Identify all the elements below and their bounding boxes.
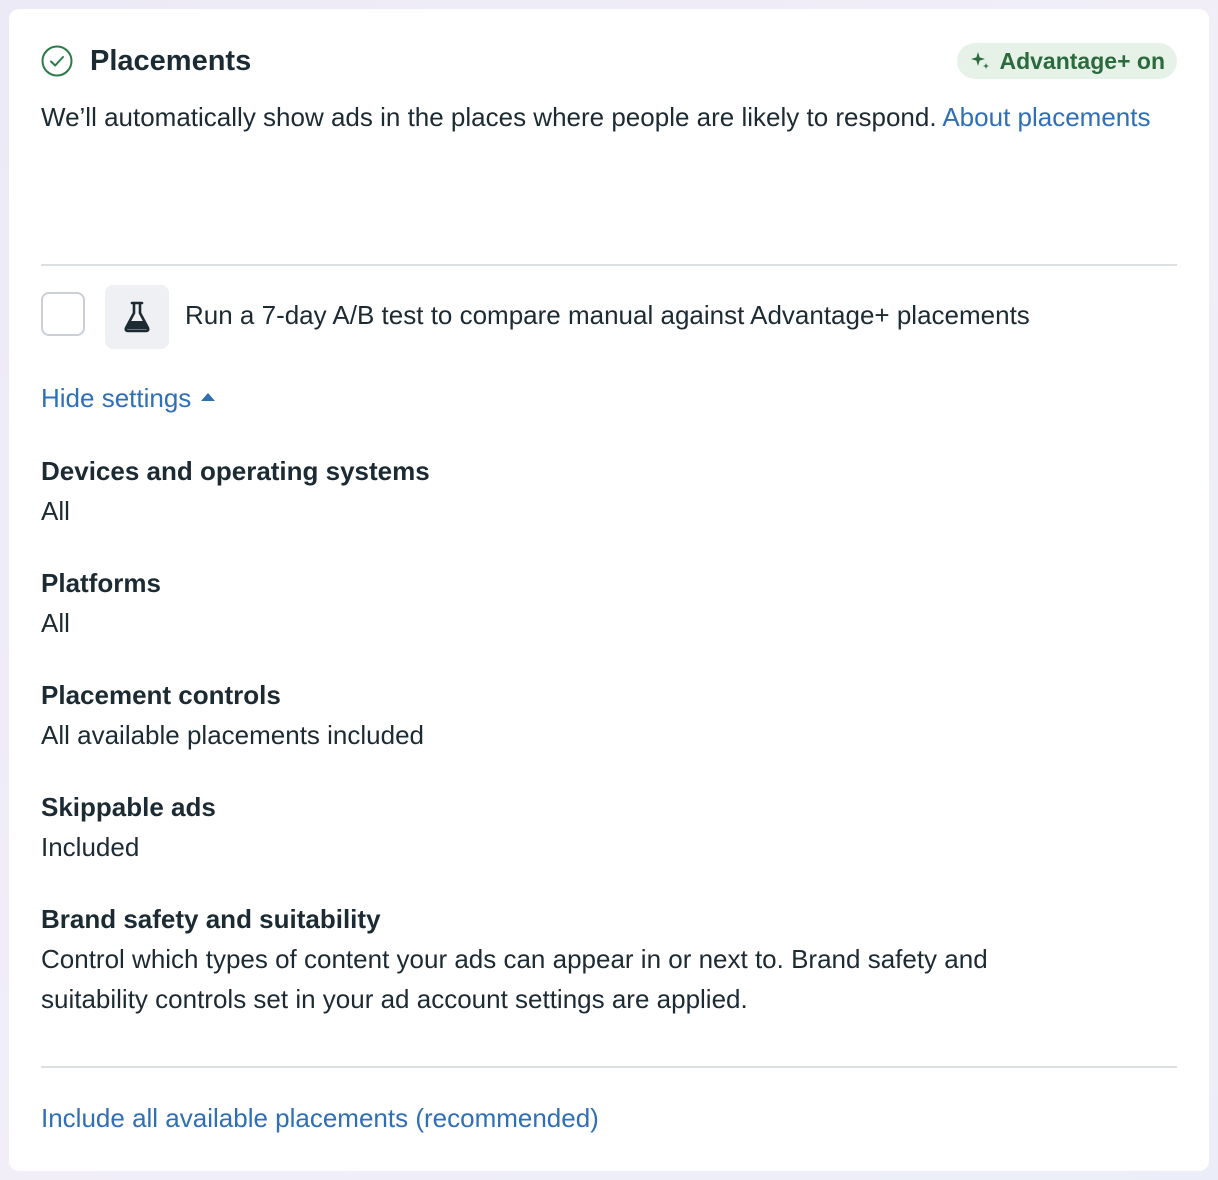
setting-placement-controls	[41, 675, 1041, 755]
setting-value: All available placements included	[41, 720, 425, 750]
card-header	[41, 43, 1177, 83]
setting-value: Included	[41, 832, 140, 862]
sparkle-icon	[969, 50, 991, 72]
setting-value: All	[41, 608, 70, 638]
check-circle-icon	[41, 45, 73, 77]
setting-skippable-ads	[41, 787, 1041, 867]
flask-icon-box	[105, 285, 169, 349]
divider-bottom	[41, 1066, 1177, 1068]
setting-value: All	[41, 496, 70, 526]
ab-test-checkbox[interactable]	[41, 292, 85, 336]
description-text: We’ll automatically show ads in the places where people are likely to respond.	[41, 102, 943, 132]
hide-settings-label: Hide settings	[41, 383, 192, 413]
placements-card	[9, 9, 1209, 1171]
setting-title: Brand safety and suitability	[41, 904, 381, 934]
setting-title: Devices and operating systems	[41, 456, 430, 486]
about-placements-link[interactable]: About placements	[942, 102, 1151, 132]
setting-platforms	[41, 563, 1041, 643]
setting-value: Control which types of content your ads can appear in or next to. Brand safety and suitability controls set in your ad account settings are applied.	[41, 944, 988, 1014]
ab-test-label: Run a 7-day A/B test to compare manual against Advantage+ placements	[185, 300, 1030, 330]
setting-title: Platforms	[41, 568, 161, 598]
setting-devices	[41, 451, 1041, 531]
section-title: Placements	[90, 45, 252, 77]
section-description	[41, 97, 1151, 137]
flask-icon	[122, 301, 152, 333]
setting-brand-safety	[41, 899, 1001, 1019]
setting-title: Skippable ads	[41, 792, 216, 822]
badge-label: Advantage+ on	[999, 47, 1165, 74]
ab-test-row	[41, 290, 1177, 346]
hide-settings-toggle[interactable]	[41, 381, 215, 415]
divider-top	[41, 264, 1177, 266]
caret-up-icon	[201, 393, 215, 401]
advantage-plus-badge	[957, 43, 1177, 79]
include-all-placements-link[interactable]: Include all available placements (recommended)	[41, 1103, 599, 1133]
setting-title: Placement controls	[41, 680, 281, 710]
